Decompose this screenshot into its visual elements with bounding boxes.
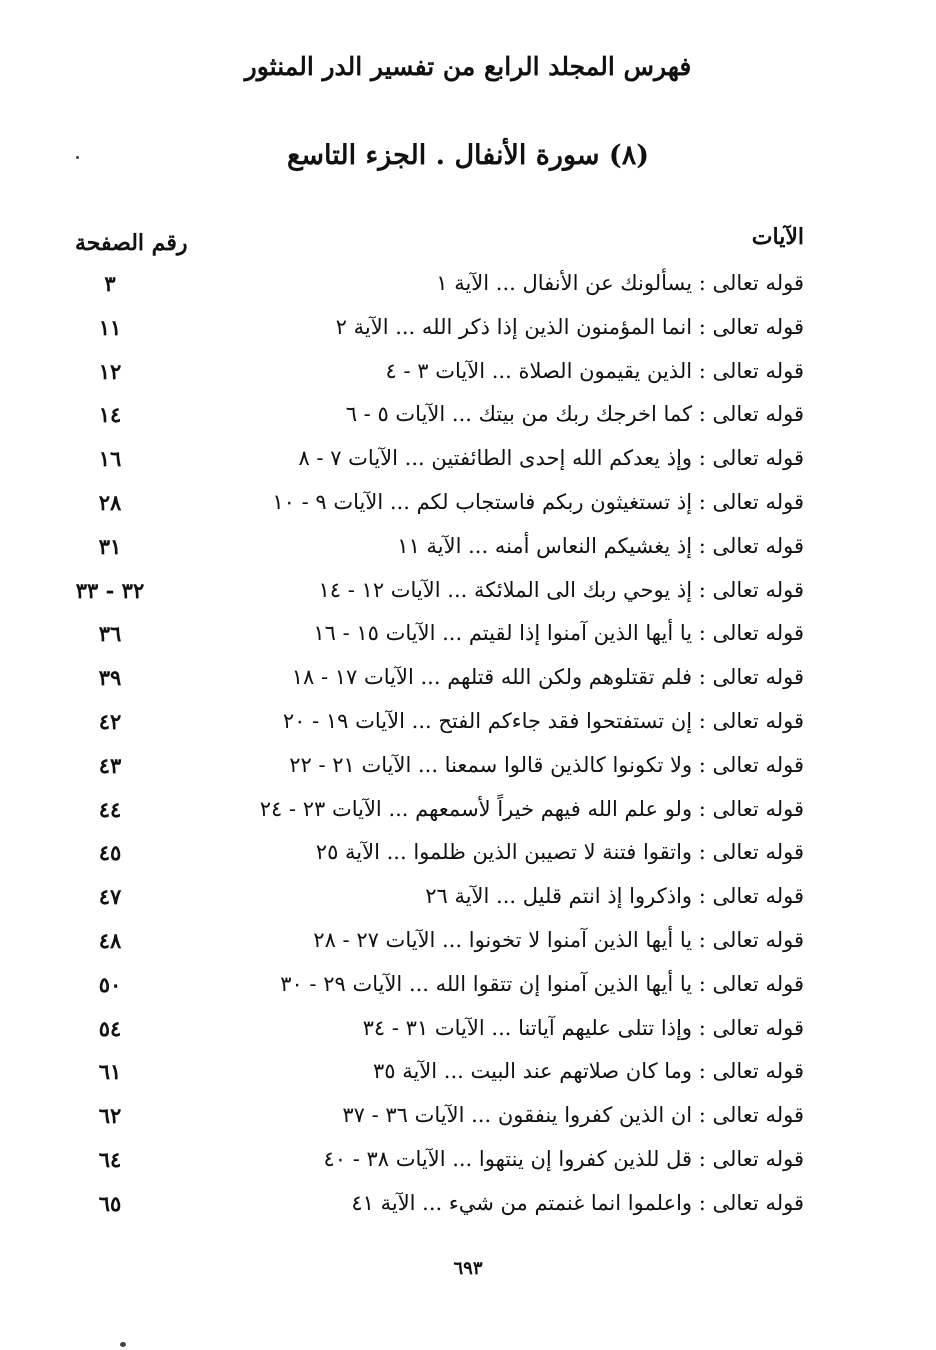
toc-row	[0, 612, 936, 656]
entry-page-number: ٣	[104, 271, 116, 296]
entry-page-number: ٥٠	[98, 971, 122, 997]
entry-text: قوله تعالى : ان الذين كفروا ينفقون ... الآيات ٣٦ - ٣٧	[342, 1103, 804, 1128]
toc-row	[0, 481, 936, 525]
entry-text: قوله تعالى : إن تستفتحوا فقد جاءكم الفتح ... الآيات ١٩ - ٢٠	[282, 708, 804, 733]
entry-page-number: ٤٥	[98, 840, 122, 866]
entry-page-number: ١٦	[98, 446, 122, 472]
entry-text: قوله تعالى : وما كان صلاتهم عند البيت ... الآية ٣٥	[372, 1059, 804, 1084]
entry-text: قوله تعالى : واتقوا فتنة لا تصيبن الذين ظلموا ... الآية ٢٥	[315, 840, 804, 865]
toc-row	[0, 875, 936, 919]
table-of-contents	[0, 262, 936, 1226]
toc-row	[0, 262, 936, 306]
entry-page-number: ١٢	[98, 358, 122, 384]
entry-page-number: ١١	[98, 314, 122, 340]
folio-page-number: ٦٩٣	[453, 1258, 483, 1279]
entry-page-number: ٣١	[98, 533, 122, 559]
toc-row	[0, 1094, 936, 1138]
scan-speck	[76, 156, 79, 159]
toc-row	[0, 1182, 936, 1226]
entry-page-number: ٢٨	[98, 489, 122, 515]
toc-row	[0, 788, 936, 832]
entry-text: قوله تعالى : واعلموا انما غنمتم من شيء ... الآية ٤١	[351, 1190, 804, 1215]
entry-text: قوله تعالى : انما المؤمنون الذين إذا ذكر الله ... الآية ٢	[335, 314, 804, 339]
entry-page-number: ٦١	[98, 1059, 122, 1085]
toc-row	[0, 569, 936, 613]
column-header-page-number: رقم الصفحة	[75, 230, 188, 256]
entry-page-number: ١٤	[98, 402, 122, 428]
entry-text: قوله تعالى : فلم تقتلوهم ولكن الله قتلهم ... الآيات ١٧ - ١٨	[291, 665, 804, 690]
entry-text: قوله تعالى : إذ يوحي ربك الى الملائكة ... الآيات ١٢ - ١٤	[318, 577, 804, 602]
entry-text: قوله تعالى : وإذا تتلى عليهم آياتنا ... الآيات ٣١ - ٣٤	[362, 1015, 804, 1040]
entry-text: قوله تعالى : ولا تكونوا كالذين قالوا سمعنا ... الآيات ٢١ - ٢٢	[289, 752, 804, 777]
entry-text: قوله تعالى : يا أيها الذين آمنوا إن تتقوا الله ... الآيات ٢٩ - ٣٠	[280, 971, 804, 996]
entry-page-number: ٤٧	[98, 884, 122, 910]
entry-text: قوله تعالى : إذ تستغيثون ربكم فاستجاب لكم ... الآيات ٩ - ١٠	[272, 489, 804, 514]
toc-row	[0, 437, 936, 481]
toc-row	[0, 1050, 936, 1094]
toc-row	[0, 744, 936, 788]
toc-row	[0, 306, 936, 350]
entry-text: قوله تعالى : إذ يغشيكم النعاس أمنه ... الآية ١١	[397, 533, 804, 558]
column-header-verses: الآيات	[751, 224, 804, 250]
toc-row	[0, 1138, 936, 1182]
entry-page-number: ٤٤	[98, 796, 122, 822]
toc-row	[0, 963, 936, 1007]
toc-row	[0, 700, 936, 744]
entry-text: قوله تعالى : قل للذين كفروا إن ينتهوا ... الآيات ٣٨ - ٤٠	[323, 1146, 804, 1171]
entry-page-number: ٣٩	[98, 665, 122, 691]
toc-row	[0, 919, 936, 963]
toc-row	[0, 1007, 936, 1051]
entry-page-number: ٤٢	[98, 708, 122, 734]
entry-page-number: ٦٥	[98, 1190, 122, 1216]
entry-text: قوله تعالى : ولو علم الله فيهم خيراً لأسمعهم ... الآيات ٢٣ - ٢٤	[259, 796, 804, 821]
entry-page-number: ٤٣	[98, 752, 122, 778]
entry-text: قوله تعالى : يا أيها الذين آمنوا لا تخونوا ... الآيات ٢٧ - ٢٨	[313, 927, 804, 952]
entry-page-number: ٦٢	[98, 1103, 122, 1129]
entry-text: قوله تعالى : يا أيها الذين آمنوا إذا لقيتم ... الآيات ١٥ - ١٦	[313, 621, 804, 646]
toc-row	[0, 831, 936, 875]
page-title: فهرس المجلد الرابع من تفسير الدر المنثور	[244, 52, 692, 81]
entry-text: قوله تعالى : واذكروا إذ انتم قليل ... الآية ٢٦	[425, 884, 804, 909]
toc-row	[0, 656, 936, 700]
scan-speck	[120, 1342, 126, 1347]
entry-page-number: ٣٢ - ٣٣	[75, 577, 145, 603]
toc-row	[0, 525, 936, 569]
entry-page-number: ٤٨	[98, 927, 122, 953]
toc-row	[0, 350, 936, 394]
entry-text: قوله تعالى : يسألونك عن الأنفال ... الآية ١	[436, 271, 804, 295]
entry-text: قوله تعالى : الذين يقيمون الصلاة ... الآيات ٣ - ٤	[385, 358, 804, 383]
entry-text: قوله تعالى : وإذ يعدكم الله إحدى الطائفتين ... الآيات ٧ - ٨	[298, 446, 804, 471]
toc-row	[0, 393, 936, 437]
section-title: (٨) سورة الأنفال . الجزء التاسع	[287, 140, 649, 171]
entry-page-number: ٦٤	[98, 1146, 122, 1172]
entry-page-number: ٣٦	[98, 621, 122, 647]
entry-text: قوله تعالى : كما اخرجك ربك من بيتك ... الآيات ٥ - ٦	[345, 402, 804, 427]
entry-page-number: ٥٤	[98, 1015, 122, 1041]
